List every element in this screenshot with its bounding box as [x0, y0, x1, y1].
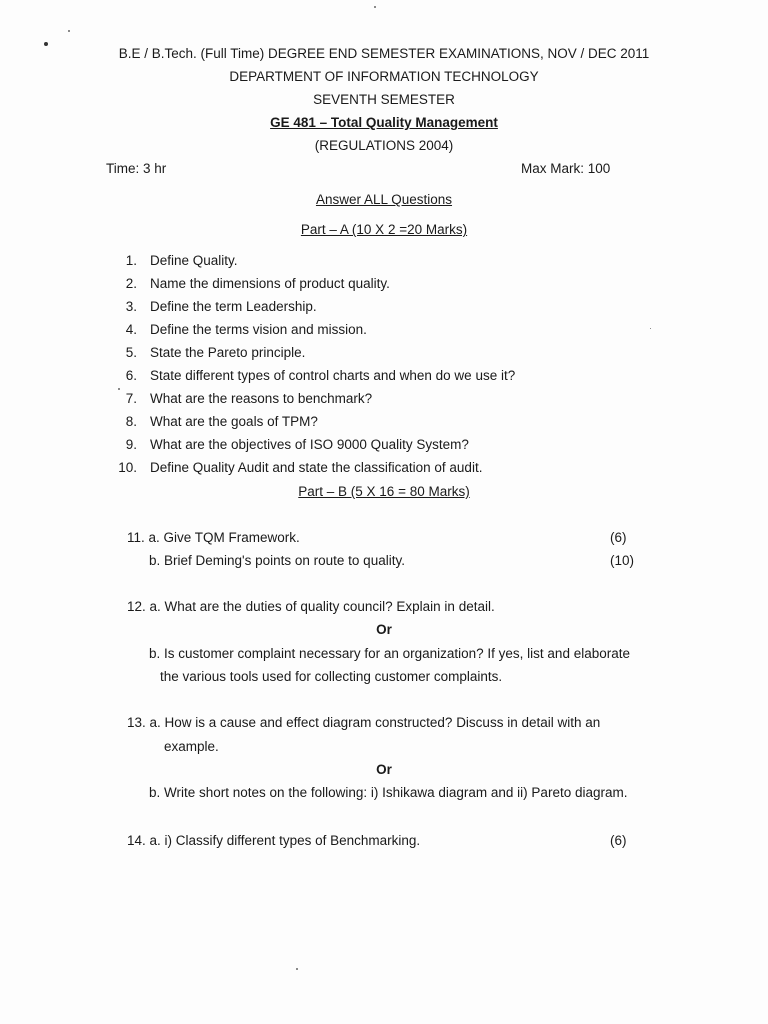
question-text: Define the terms vision and mission. [150, 322, 367, 337]
question-number: 1. [125, 253, 137, 268]
question-number: 10. [118, 460, 137, 475]
question-11a: 11. a. Give TQM Framework. [127, 530, 300, 545]
part-a-heading: Part – A (10 X 2 =20 Marks) [300, 222, 468, 237]
course-title: GE 481 – Total Quality Management [270, 115, 498, 130]
part-b-heading: Part – B (5 X 16 = 80 Marks) [298, 484, 470, 499]
scan-speck [296, 968, 298, 970]
question-14a-marks: (6) [610, 833, 627, 848]
max-mark: Max Mark: 100 [521, 161, 611, 176]
question-11b: b. Brief Deming's points on route to quality. [149, 553, 405, 568]
question-text: What are the reasons to benchmark? [150, 391, 373, 406]
question-text: What are the goals of TPM? [150, 414, 318, 429]
question-number: 8. [125, 414, 137, 429]
question-text: State different types of control charts and when do we use it? [150, 368, 516, 383]
question-number: 4. [125, 322, 137, 337]
scan-speck [68, 30, 70, 32]
question-13a-line-2: example. [164, 739, 219, 754]
semester-heading: SEVENTH SEMESTER [313, 92, 455, 107]
question-14a: 14. a. i) Classify different types of Benchmarking. [127, 833, 421, 848]
question-12b-line-1: b. Is customer complaint necessary for an organization? If yes, list and elaborate [149, 646, 630, 661]
question-12b-line-2: the various tools used for collecting customer complaints. [160, 669, 503, 684]
or-separator: Or [376, 622, 392, 637]
or-separator: Or [376, 762, 392, 777]
question-number: 5. [125, 345, 137, 360]
question-text: Name the dimensions of product quality. [150, 276, 390, 291]
regulations-line: (REGULATIONS 2004) [314, 138, 454, 153]
question-number: 6. [125, 368, 137, 383]
question-text: What are the objectives of ISO 9000 Quality System? [150, 437, 469, 452]
exam-title-line: B.E / B.Tech. (Full Time) DEGREE END SEMESTER EXAMINATIONS, NOV / DEC 2011 [118, 46, 650, 61]
department-heading: DEPARTMENT OF INFORMATION TECHNOLOGY [229, 69, 539, 84]
question-number: 2. [125, 276, 137, 291]
question-number: 3. [125, 299, 137, 314]
question-13a-line-1: 13. a. How is a cause and effect diagram constructed? Discuss in detail with an [127, 715, 601, 730]
question-12a: 12. a. What are the duties of quality council? Explain in detail. [127, 599, 495, 614]
question-13b: b. Write short notes on the following: i) Ishikawa diagram and ii) Pareto diagram. [149, 785, 628, 800]
time-allowed: Time: 3 hr [106, 161, 167, 176]
question-text: Define Quality Audit and state the classification of audit. [150, 460, 483, 475]
question-text: Define the term Leadership. [150, 299, 317, 314]
question-text: Define Quality. [150, 253, 238, 268]
scan-speck [650, 328, 651, 329]
scan-speck [374, 6, 376, 8]
question-number: 9. [125, 437, 137, 452]
question-11b-marks: (10) [610, 553, 635, 568]
question-number: 7. [125, 391, 137, 406]
question-11a-marks: (6) [610, 530, 627, 545]
instruction-heading: Answer ALL Questions [315, 192, 453, 207]
question-text: State the Pareto principle. [150, 345, 306, 360]
